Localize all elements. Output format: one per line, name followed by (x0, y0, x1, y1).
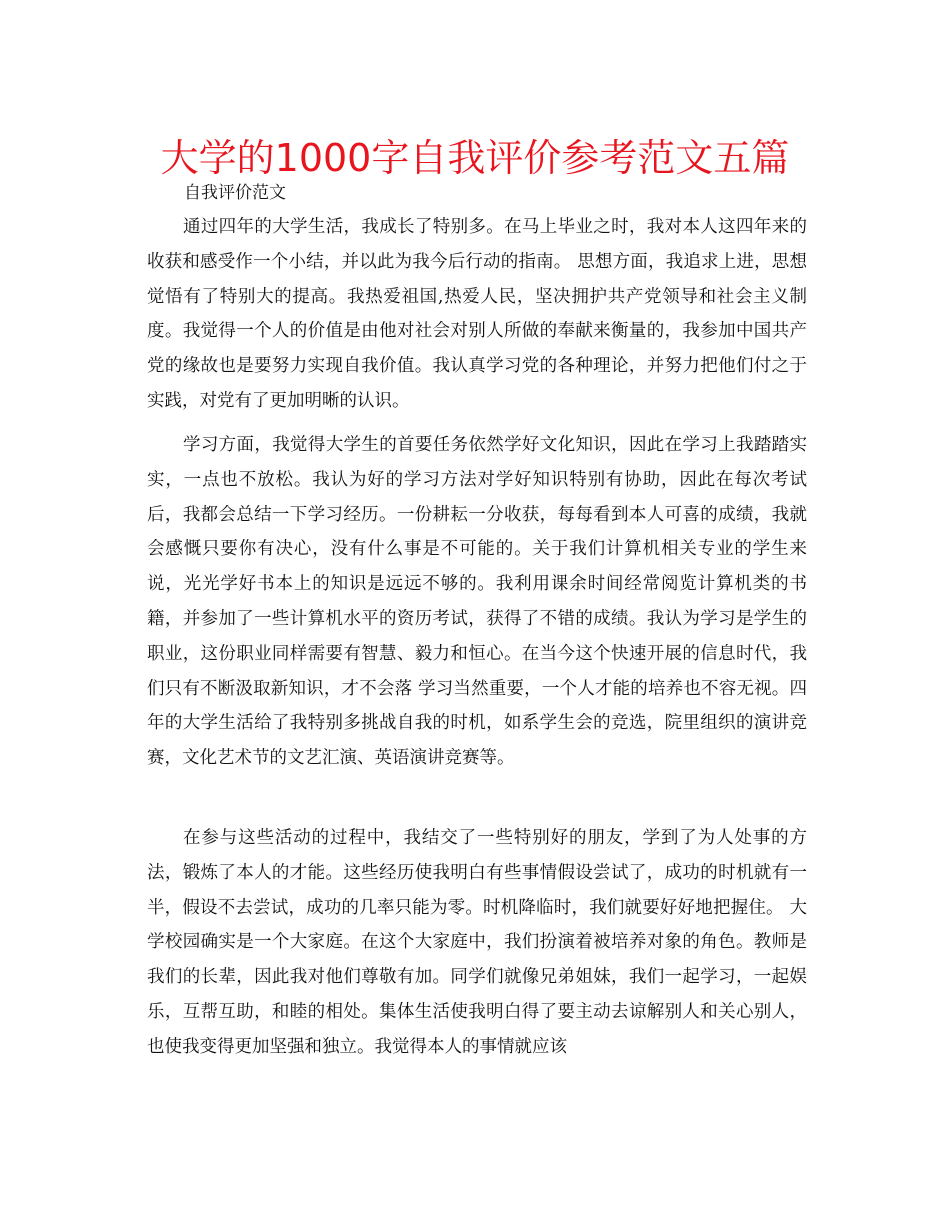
paragraph-2: 学习方面，我觉得大学生的首要任务依然学好文化知识，因此在学习上我踏踏实实，一点也不放松。我认为好的学习方法对学好知识特别有协助，因此在每次考试后，我都会总结一下学习经历。一份耕耘一分收获，每每看到本人可喜的成绩，我就会感慨只要你有决心，没有什么事是不可能的。关于我们计算机相关专业的学生来说，光光学好书本上的知识是远远不够的。我利用课余时间经常阅览计算机类的书籍，并参加了一些计算机水平的资历考试，获得了不错的成绩。我认为学习是学生的职业，这份职业同样需要有智慧、毅力和恒心。在当今这个快速开展的信息时代，我们只有不断汲取新知识，才不会落 学习当然重要，一个人才能的培养也不容无视。四年的大学生活给了我特别多挑战自我的时机，如系学生会的竞选，院里组织的演讲竞赛，文化艺术节的文艺汇演、英语演讲竞赛等。 (147, 435, 807, 769)
paragraph-1: 通过四年的大学生活，我成长了特别多。在马上毕业之时，我对本人这四年来的收获和感受作一个小结，并以此为我今后行动的指南。 思想方面，我追求上进，思想觉悟有了特别大的提高。我热爱祖国,热爱人民，坚决拥护共产党领导和社会主义制度。我觉得一个人的价值是由他对社会对别人所做的奉献来衡量的，我参加中国共产党的缘故也是要努力实现自我价值。我认真学习党的各种理论，并努力把他们付之于实践，对党有了更加明晰的认识。 (147, 217, 807, 411)
paragraph-3: 在参与这些活动的过程中，我结交了一些特别好的朋友，学到了为人处事的方法，锻炼了本人的才能。这些经历使我明白有些事情假设尝试了，成功的时机就有一半，假设不去尝试，成功的几率只能为零。时机降临时，我们就要好好地把握住。 大学校园确实是一个大家庭。在这个大家庭中，我们扮演着被培养对象的角色。教师是我们的长辈，因此我对他们尊敬有加。同学们就像兄弟姐妹，我们一起学习，一起娱乐，互帮互助，和睦的相处。集体生活使我明白得了要主动去谅解别人和关心别人，也使我变得更加坚强和独立。我觉得本人的事情就应该 (147, 828, 807, 1057)
document-subtitle: 自我评价范文 (184, 183, 286, 203)
document-title: 大学的1000字自我评价参考范文五篇 (160, 136, 790, 180)
